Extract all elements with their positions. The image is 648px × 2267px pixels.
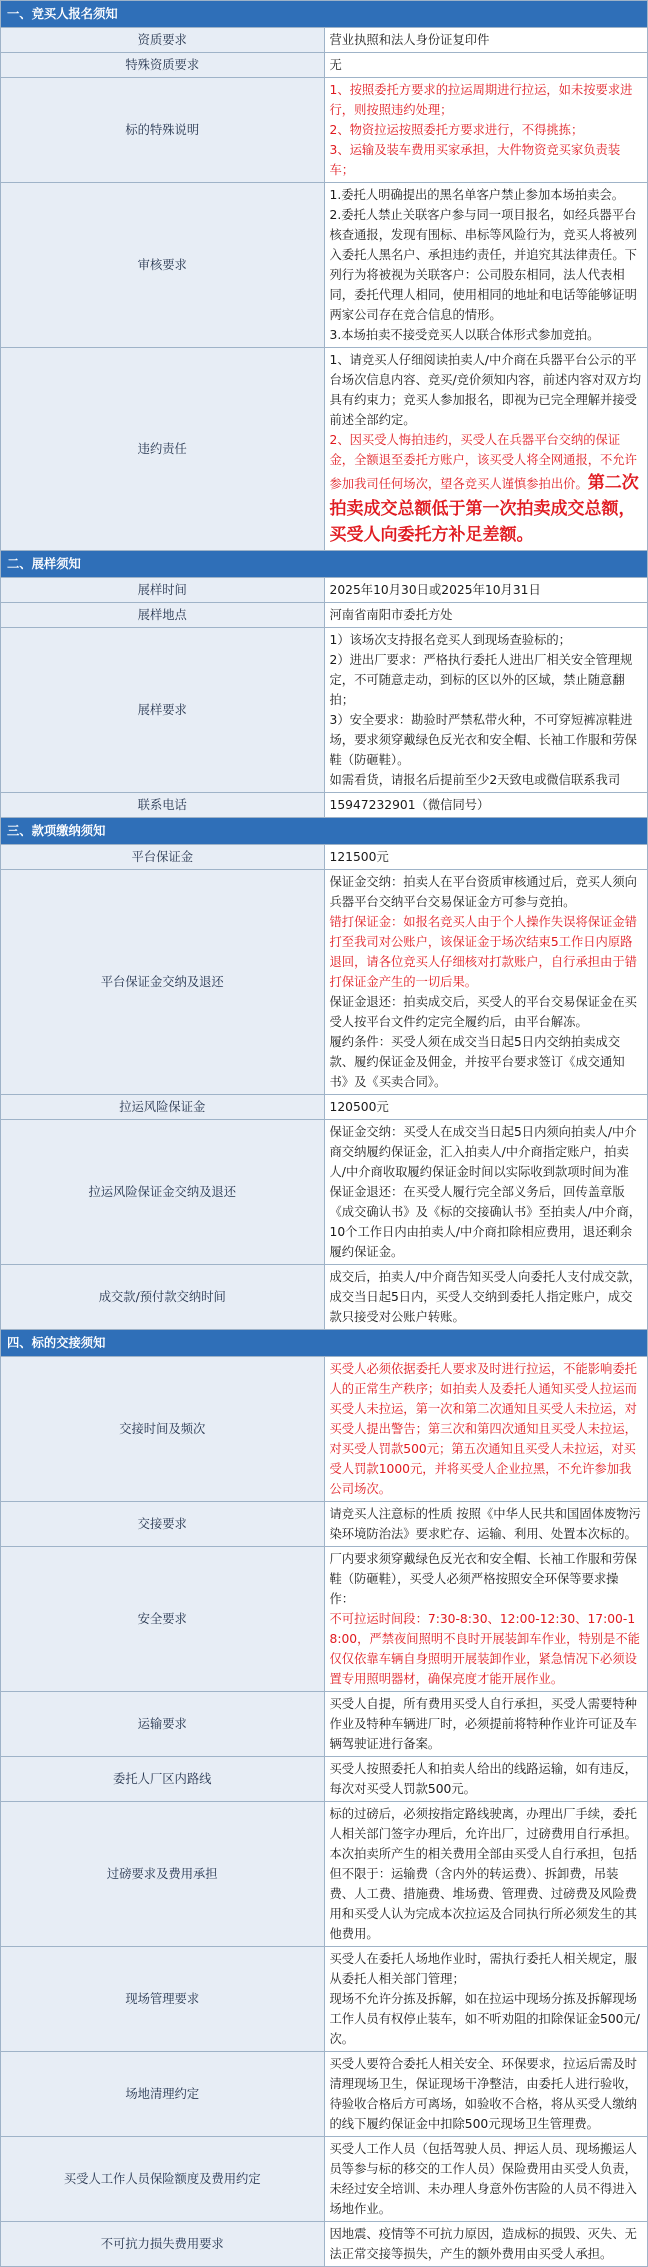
value-text: 3.本场拍卖不接受竞买人以联合体形式参加竞拍。 bbox=[329, 328, 600, 342]
value-text: 1.委托人明确提出的黑名单客户禁止参加本场拍卖会。 bbox=[329, 188, 625, 202]
row-value bbox=[324, 1947, 648, 2052]
row-label: 联系电话 bbox=[1, 793, 325, 818]
value-line bbox=[330, 630, 643, 650]
table-row bbox=[1, 603, 648, 628]
row-value bbox=[324, 603, 648, 628]
value-line bbox=[330, 205, 643, 325]
value-line bbox=[330, 325, 643, 345]
row-value bbox=[324, 1357, 648, 1502]
value-text: 3、运输及装车费用买家承担，大件物资竞买家负责装车； bbox=[329, 143, 621, 177]
value-line bbox=[330, 1267, 643, 1327]
row-label: 拉运风险保证金 bbox=[1, 1095, 325, 1120]
row-label: 交接时间及频次 bbox=[1, 1357, 325, 1502]
row-label: 展样地点 bbox=[1, 603, 325, 628]
row-value bbox=[324, 53, 648, 78]
value-line bbox=[330, 912, 643, 992]
row-value bbox=[324, 183, 648, 348]
section-title: 四、标的交接须知 bbox=[1, 1330, 648, 1357]
section-title: 三、款项缴纳须知 bbox=[1, 818, 648, 845]
row-label: 过磅要求及费用承担 bbox=[1, 1802, 325, 1947]
value-line bbox=[330, 1182, 643, 1262]
row-value bbox=[324, 2222, 648, 2267]
table-row bbox=[1, 1757, 648, 1802]
section-header bbox=[1, 1330, 648, 1357]
value-line bbox=[330, 1122, 643, 1182]
table-row bbox=[1, 1692, 648, 1757]
row-label: 审核要求 bbox=[1, 183, 325, 348]
value-text: 保证金交纳：买受人在成交当日起5日内须向拍卖人/中介商交纳履约保证金，汇入拍卖人/中介商指定账户，拍卖人/中介商收取履约保证金时间以实际收到款项时间为准 bbox=[329, 1125, 637, 1179]
value-line bbox=[330, 430, 643, 548]
table-row bbox=[1, 2137, 648, 2222]
value-line bbox=[330, 1032, 643, 1092]
table-row bbox=[1, 1357, 648, 1502]
row-value bbox=[324, 1802, 648, 1947]
row-value bbox=[324, 1547, 648, 1692]
table-row bbox=[1, 28, 648, 53]
table-row bbox=[1, 2052, 648, 2137]
value-text: 121500元 bbox=[329, 850, 389, 864]
row-label: 不可抗力损失费用要求 bbox=[1, 2222, 325, 2267]
value-text: 无 bbox=[329, 58, 342, 72]
row-label: 展样要求 bbox=[1, 628, 325, 793]
value-line bbox=[330, 2054, 643, 2134]
value-text: 3）安全要求：勘验时严禁私带火种，不可穿短裤凉鞋进场，要求须穿戴绿色反光衣和安全帽、长袖工作服和劳保鞋（防砸鞋）。 bbox=[329, 713, 637, 767]
value-text: 1、请竞买人仔细阅读拍卖人/中介商在兵器平台公示的平台场次信息内容、竞买/竞价须知内容，前述内容对双方均具有约束力；竞买人参加报名，即视为已完全理解并接受前述全部约定。 bbox=[329, 353, 642, 427]
value-text: 买受人在委托人场地作业时，需执行委托人相关规定，服从委托人相关部门管理； bbox=[329, 1952, 637, 1986]
row-label: 委托人厂区内路线 bbox=[1, 1757, 325, 1802]
value-text: 15947232901（微信同号） bbox=[329, 798, 490, 812]
value-line bbox=[330, 30, 643, 50]
row-label: 成交款/预付款交纳时间 bbox=[1, 1265, 325, 1330]
value-line bbox=[330, 872, 643, 912]
row-value bbox=[324, 1692, 648, 1757]
value-text: 买受人自提，所有费用买受人自行承担，买受人需要特种作业及特种车辆进厂时，必须提前将特种作业许可证及车辆驾驶证进行备案。 bbox=[329, 1697, 637, 1751]
value-text: 2、因买受人悔拍违约，买受人在兵器平台交纳的保证金，全额退至委托方账户，该买受人将全网通报，不允许参加我司任何场次，望各竞买人谨慎参拍出价。 bbox=[329, 433, 637, 491]
row-value bbox=[324, 2137, 648, 2222]
value-text: 买受人工作人员（包括驾驶人员、押运人员、现场搬运人员等参与标的移交的工作人员）保险费用由买受人负责，未经过安全培训、未办理人身意外伤害险的人员不得进入场地作业。 bbox=[329, 2142, 637, 2216]
value-line bbox=[330, 1609, 643, 1689]
value-text: 履约条件：买受人须在成交当日起5日内交纳拍卖成交款、履约保证金及佣金，并按平台要求签订《成交通知书》及《买卖合同》。 bbox=[329, 1035, 625, 1089]
value-text: 1、按照委托方要求的拉运周期进行拉运，如未按要求进行，则按照违约处理； bbox=[329, 83, 633, 117]
row-label: 特殊资质要求 bbox=[1, 53, 325, 78]
value-line bbox=[330, 1504, 643, 1544]
row-label: 买受人工作人员保险额度及费用约定 bbox=[1, 2137, 325, 2222]
row-label: 交接要求 bbox=[1, 1502, 325, 1547]
row-label: 现场管理要求 bbox=[1, 1947, 325, 2052]
value-line bbox=[330, 140, 643, 180]
value-line bbox=[330, 770, 643, 790]
value-text: 不可拉运时间段：7:30-8:30、12:00-12:30、17:00-18:00，严禁夜间照明不良时开展装卸车作业，特别是不能仅仅依靠车辆自身照明开展装卸作业，紧急情况下必须设置专用照明器材，确保亮度才能开展作业。 bbox=[329, 1612, 640, 1686]
table-row bbox=[1, 1547, 648, 1692]
value-text: 现场不允许分拣及拆解，如在拉运中现场分拣及拆解现场工作人员有权停止装车，如不听劝阻的扣除保证金500元/次。 bbox=[329, 1992, 640, 2046]
row-label: 平台保证金 bbox=[1, 845, 325, 870]
value-line bbox=[330, 120, 643, 140]
row-label: 违约责任 bbox=[1, 348, 325, 551]
row-value bbox=[324, 2052, 648, 2137]
value-text: 2、物资拉运按照委托方要求进行，不得挑拣； bbox=[329, 123, 584, 137]
table-row bbox=[1, 1502, 648, 1547]
row-label: 平台保证金交纳及退还 bbox=[1, 870, 325, 1095]
value-text: 厂内要求须穿戴绿色反光衣和安全帽、长袖工作服和劳保鞋（防砸鞋），买受人必须严格按照安全环保等要求操作： bbox=[329, 1552, 637, 1606]
value-text: 买受人按照委托人和拍卖人给出的线路运输，如有违反，每次对买受人罚款500元。 bbox=[329, 1762, 637, 1796]
row-label: 场地清理约定 bbox=[1, 2052, 325, 2137]
row-value bbox=[324, 845, 648, 870]
value-text: 标的过磅后，必须按指定路线驶离，办理出厂手续，委托人相关部门签字办理后，允许出厂，过磅费用自行承担。本次拍卖所产生的相关费用全部由买受人自行承担，包括但不限于：运输费（含内外的转运费）、拆卸费，吊装费、人工费、措施费、堆场费、管理费、过磅费及风险费用和买受人认为完成本次拉运及合同执行所必须发生的其他费用。 bbox=[329, 1807, 637, 1941]
value-line bbox=[330, 1097, 643, 1117]
row-label: 展样时间 bbox=[1, 578, 325, 603]
value-text: 保证金退还：在买受人履行完全部义务后，回传盖章版《成交确认书》及《标的交接确认书》至拍卖人/中介商，10个工作日内由拍卖人/中介商扣除相应费用，退还剩余履约保证金。 bbox=[329, 1185, 642, 1259]
table-row bbox=[1, 845, 648, 870]
value-text: 营业执照和法人身份证复印件 bbox=[329, 33, 490, 47]
value-line bbox=[330, 795, 643, 815]
value-line bbox=[330, 2224, 643, 2264]
value-text: 120500元 bbox=[329, 1100, 389, 1114]
table-row bbox=[1, 1947, 648, 2052]
table-row bbox=[1, 870, 648, 1095]
table-row bbox=[1, 348, 648, 551]
row-label: 运输要求 bbox=[1, 1692, 325, 1757]
row-value bbox=[324, 78, 648, 183]
value-line bbox=[330, 710, 643, 770]
value-line bbox=[330, 992, 643, 1032]
section-header bbox=[1, 551, 648, 578]
value-line bbox=[330, 1694, 643, 1754]
row-value bbox=[324, 1095, 648, 1120]
value-line bbox=[330, 1759, 643, 1799]
section-header bbox=[1, 818, 648, 845]
table-row bbox=[1, 2222, 648, 2267]
table-row bbox=[1, 578, 648, 603]
row-value bbox=[324, 870, 648, 1095]
table-row bbox=[1, 1802, 648, 1947]
value-text: 2）进出厂要求：严格执行委托人进出厂相关安全管理规定，不可随意走动，到标的区以外的区域，禁止随意翻拍； bbox=[329, 653, 633, 707]
table-row bbox=[1, 1095, 648, 1120]
table-row bbox=[1, 78, 648, 183]
table-row bbox=[1, 1120, 648, 1265]
value-text: 保证金退还：拍卖成交后，买受人的平台交易保证金在买受人按平台文件约定完全履约后，由平台解冻。 bbox=[329, 995, 637, 1029]
value-line bbox=[330, 350, 643, 430]
value-line bbox=[330, 847, 643, 867]
row-value bbox=[324, 1502, 648, 1547]
value-text: 保证金交纳：拍卖人在平台资质审核通过后，竞买人须向兵器平台交纳平台交易保证金方可参与竞拍。 bbox=[329, 875, 637, 909]
row-value bbox=[324, 793, 648, 818]
row-value bbox=[324, 1757, 648, 1802]
row-value bbox=[324, 348, 648, 551]
value-text: 买受人必须依据委托人要求及时进行拉运，不能影响委托人的正常生产秩序；如拍卖人及委托人通知买受人拉运而买受人未拉运，第一次和第二次通知且买受人未拉运，对买受人提出警告；第三次和第四次通知且买受人未拉运，对买受人罚款500元；第五次通知且买受人未拉运，对买受人罚款1000元，并将买受人企业拉黑，不允许参加我公司场次。 bbox=[329, 1362, 637, 1496]
table-row bbox=[1, 628, 648, 793]
section-header bbox=[1, 1, 648, 28]
row-value bbox=[324, 1120, 648, 1265]
value-text: 2.委托人禁止关联客户参与同一项目报名，如经兵器平台核查通报，发现有围标、串标等风险行为，竞买人将被列入委托人黑名户、承担违约责任，并追究其法律责任。下列行为将被视为关联客户：公司股东相同，法人代表相同，委托代理人相同，使用相同的地址和电话等能够证明两家公司存在竞合信息的情形。 bbox=[329, 208, 637, 322]
value-line bbox=[330, 55, 643, 75]
value-line bbox=[330, 1549, 643, 1609]
row-value bbox=[324, 28, 648, 53]
value-line bbox=[330, 650, 643, 710]
table-row bbox=[1, 793, 648, 818]
row-label: 拉运风险保证金交纳及退还 bbox=[1, 1120, 325, 1265]
value-text: 成交后，拍卖人/中介商告知买受人向委托人支付成交款，成交当日起5日内，买受人交纳到委托人指定账户，成交款只接受对公账户转账。 bbox=[329, 1270, 642, 1324]
table-row bbox=[1, 1265, 648, 1330]
value-line bbox=[330, 605, 643, 625]
value-text: 买受人要符合委托人相关安全、环保要求，拉运后需及时清理现场卫生，保证现场干净整洁，由委托人进行验收，待验收合格后方可离场，如验收不合格，将从买受人缴纳的线下履约保证金中扣除500元现场卫生管理费。 bbox=[329, 2057, 637, 2131]
table-row bbox=[1, 53, 648, 78]
row-label: 安全要求 bbox=[1, 1547, 325, 1692]
value-line bbox=[330, 1804, 643, 1944]
row-label: 资质要求 bbox=[1, 28, 325, 53]
value-text: 河南省南阳市委托方处 bbox=[329, 608, 453, 622]
emphasis-text: 第二次拍卖成交总额低于第一次拍卖成交总额，买受人向委托方补足差额。 bbox=[329, 473, 639, 545]
row-value bbox=[324, 1265, 648, 1330]
value-text: 请竞买人注意标的性质 按照《中华人民共和国固体废物污染环境防治法》要求贮存、运输、利用、处置本次标的。 bbox=[329, 1507, 641, 1541]
value-line bbox=[330, 1359, 643, 1499]
value-line bbox=[330, 1989, 643, 2049]
value-text: 如需看货，请报名后提前至少2天致电或微信联系我司 bbox=[329, 773, 621, 787]
value-text: 因地震、疫情等不可抗力原因，造成标的损毁、灭失、无法正常交接等损失，产生的额外费用由买受人承担。 bbox=[329, 2227, 637, 2261]
value-text: 错打保证金：如报名竞买人由于个人操作失误将保证金错打至我司对公账户，该保证金于场次结束5工作日内原路退回，请各位竞买人仔细核对打款账户，自行承担由于错打保证金产生的一切后果。 bbox=[329, 915, 637, 989]
row-value bbox=[324, 628, 648, 793]
section-title: 二、展样须知 bbox=[1, 551, 648, 578]
section-title: 一、竞买人报名须知 bbox=[1, 1, 648, 28]
value-line bbox=[330, 1949, 643, 1989]
value-line bbox=[330, 185, 643, 205]
table-row bbox=[1, 183, 648, 348]
value-line bbox=[330, 80, 643, 120]
value-line bbox=[330, 2139, 643, 2219]
value-text: 2025年10月30日或2025年10月31日 bbox=[329, 583, 541, 597]
value-line bbox=[330, 580, 643, 600]
value-text: 1）该场次支持报名竞买人到现场查验标的； bbox=[329, 633, 571, 647]
row-value bbox=[324, 578, 648, 603]
row-label: 标的特殊说明 bbox=[1, 78, 325, 183]
